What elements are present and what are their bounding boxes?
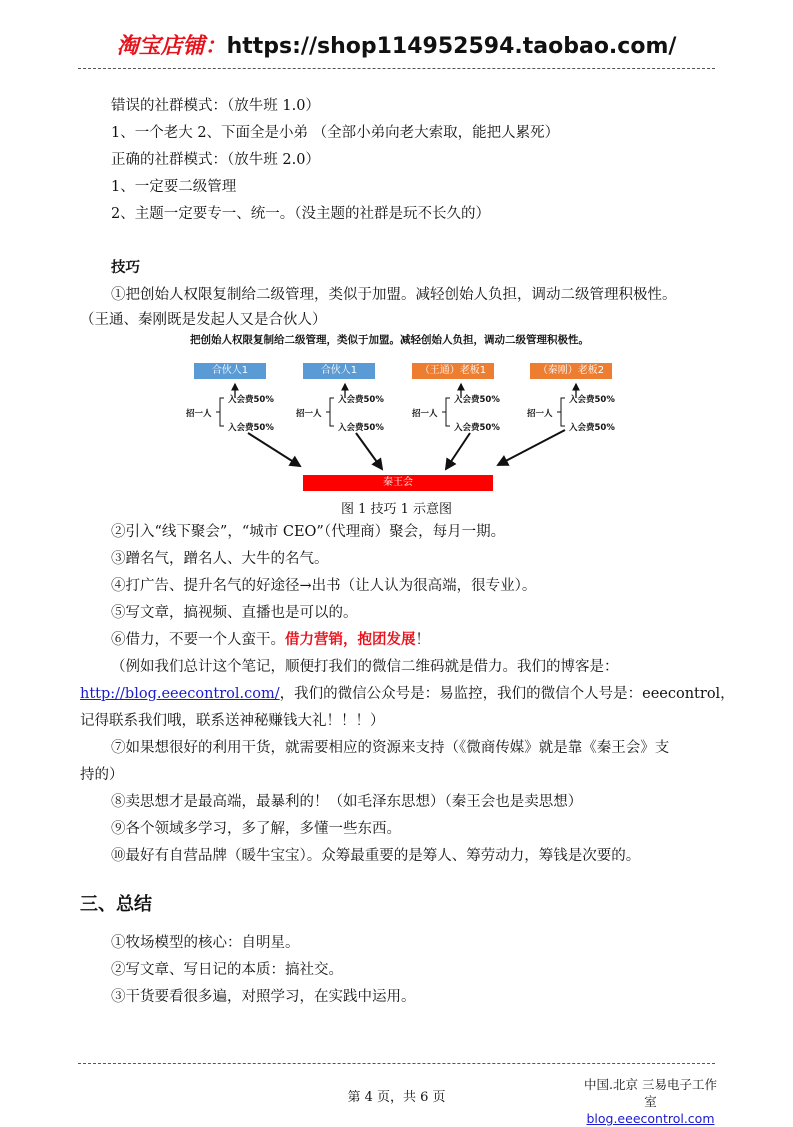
tip-1-line-2: （王通、秦刚既是发起人又是合伙人）: [80, 312, 327, 328]
fee-label-4a: 入会费50%: [569, 395, 615, 405]
recruit-label-1: 招一人: [186, 409, 212, 419]
header-divider: [78, 68, 715, 69]
fee-label-1b: 入会费50%: [228, 423, 274, 433]
fee-label-1a: 入会费50%: [228, 395, 274, 405]
page-header: [0, 30, 793, 63]
right-model-heading: 正确的社群模式：（放牛班 2.0）: [111, 152, 320, 168]
recruit-label-4: 招一人: [527, 409, 553, 419]
fee-label-3b: 入会费50%: [454, 423, 500, 433]
tip-1-line-1: ①把创始人权限复制给二级管理，类似于加盟。减轻创始人负担，调动二级管理积极性。: [111, 287, 677, 303]
tip-4: ④打广告、提升名气的好途径→出书（让人认为很高端，很专业）。: [111, 578, 537, 594]
tip-6-suffix: ！: [415, 632, 430, 648]
figure-caption: 图 1 技巧 1 示意图: [340, 502, 453, 517]
example-line-2: [80, 684, 735, 704]
shop-url[interactable]: https://shop114952594.taobao.com/: [226, 34, 677, 59]
qinwanghui-bar: 秦王会: [303, 475, 493, 491]
tip-6-emphasis: 借力营销，抱团发展: [285, 632, 416, 648]
diagram-arrows: [180, 332, 620, 497]
tip-9: ⑨各个领域多学习，多了解，多懂一些东西。: [111, 821, 401, 837]
tip-8: ⑧卖思想才是最高端，最暴利的！（如毛泽东思想）（秦王会也是卖思想）: [111, 794, 583, 810]
tip-7-line-2: 持的）: [80, 767, 124, 783]
example-line-1: （例如我们总计这个笔记，顺便打我们的微信二维码就是借力。我们的博客是：: [111, 659, 619, 675]
right-model-point-2: 2、主题一定要专一、统一。（没主题的社群是玩不长久的）: [111, 206, 490, 222]
summary-title: 三、总结: [80, 894, 152, 915]
footer-blog-link[interactable]: blog.eeecontrol.com: [586, 1111, 715, 1126]
fee-label-2a: 入会费50%: [338, 395, 384, 405]
page-number: 第 4 页，共 6 页: [347, 1090, 446, 1105]
partner-box-2: 合伙人1: [303, 363, 375, 379]
summary-item-1: ①牧场模型的核心：自明星。: [111, 935, 300, 951]
recruit-label-3: 招一人: [412, 409, 438, 419]
tip-7-line-1: ⑦如果想很好的利用干货，就需要相应的资源来支持（《微商传媒》就是靠《秦王会》支: [111, 740, 670, 756]
footer-org-block: [578, 1076, 723, 1127]
tip-10: ⑩最好有自营品牌（暖牛宝宝）。众筹最重要的是筹人、筹劳动力，筹钱是次要的。: [111, 848, 641, 864]
shop-label: 淘宝店铺：: [116, 33, 227, 59]
diagram-title: 把创始人权限复制给二级管理，类似于加盟。减轻创始人负担，调动二级管理积极性。: [190, 334, 589, 346]
footer-org: 中国.北京 三易电子工作室: [584, 1077, 717, 1109]
wrong-model-detail: 1、一个老大 2、下面全是小弟 （全部小弟向老大索取，能把人累死）: [111, 125, 560, 141]
fee-label-2b: 入会费50%: [338, 423, 384, 433]
fee-label-3a: 入会费50%: [454, 395, 500, 405]
tip-1-diagram: [180, 332, 620, 497]
example-line-3: 记得联系我们哦，联系送神秘赚钱大礼！！！）: [80, 713, 385, 729]
summary-item-2: ②写文章、写日记的本质：搞社交。: [111, 962, 343, 978]
recruit-label-2: 招一人: [296, 409, 322, 419]
summary-item-3: ③干货要看很多遍，对照学习，在实践中运用。: [111, 989, 416, 1005]
partner-box-1: 合伙人1: [194, 363, 266, 379]
blog-link[interactable]: http://blog.eeecontrol.com/: [80, 686, 280, 702]
wrong-model-heading: 错误的社群模式：（放牛班 1.0）: [111, 98, 320, 114]
tip-6: [111, 630, 430, 650]
tip-3: ③蹭名气，蹭名人、大牛的名气。: [111, 551, 329, 567]
boss-box-1: （王通）老板1: [412, 363, 494, 379]
fee-label-4b: 入会费50%: [569, 423, 615, 433]
right-model-point-1: 1、一定要二级管理: [111, 179, 237, 195]
tip-2: ②引入“线下聚会”，“城市 CEO”（代理商）聚会，每月一期。: [111, 524, 506, 540]
footer-divider: [78, 1063, 715, 1064]
tip-5: ⑤写文章，搞视频、直播也是可以的。: [111, 605, 358, 621]
example-line-2-text: ，我们的微信公众号是：易监控，我们的微信个人号是：eeecontrol，: [279, 686, 735, 702]
boss-box-2: （秦刚）老板2: [530, 363, 612, 379]
tip-6-text: ⑥借力，不要一个人蛮干。: [111, 632, 285, 648]
tips-heading: 技巧: [111, 260, 140, 276]
